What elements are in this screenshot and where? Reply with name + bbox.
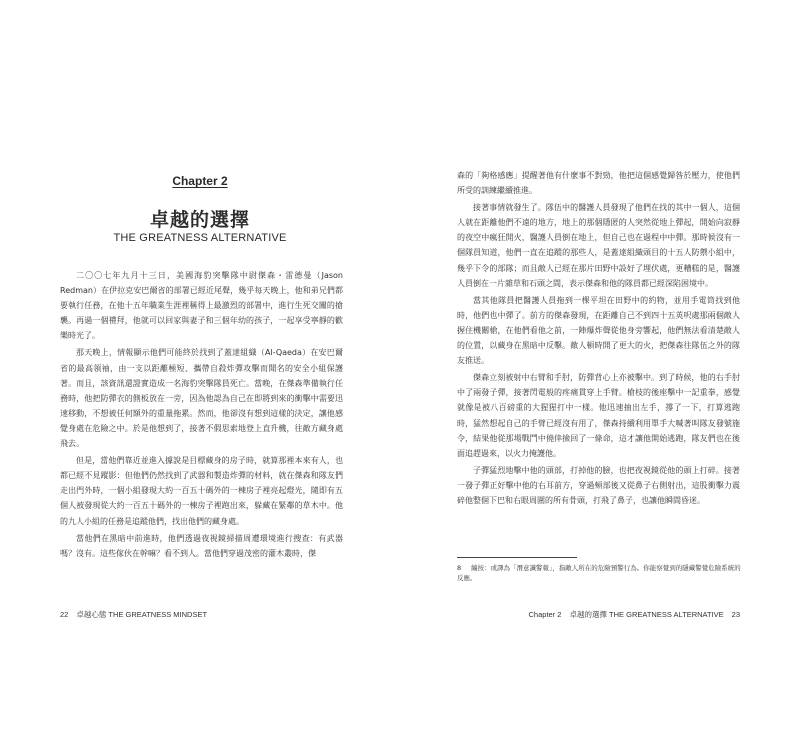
left-footer — [60, 609, 207, 620]
paragraph: 當其他隊員把醫護人員拖到一棵平坦在田野中的約物，並用手電筒找到他時，他們也中彈了。前方的傑森發現，在距離自己不到四十五英呎處那兩個敵人握住機關槍，在他們看他之前，一陣爆炸聲從他身旁響起，他們無法看清楚敵人的位置，以藏身在黑暗中反擊。敵人頓時開了更大的火，把傑森往隊伍之外的隊友推送。 — [457, 295, 740, 366]
running-head: 卓越心態 THE GREATNESS MINDSET — [76, 610, 208, 619]
paragraph: 當他們在黑暗中前進時，他們透過夜視鏡掃描周遭環境進行搜查：有武器嗎？沒有。這些傢伙在幹嘛？看不到人。當他們穿過茂密的灌木叢時，傑 — [60, 533, 343, 558]
chapter-title-english: THE GREATNESS ALTERNATIVE — [113, 232, 287, 244]
paragraph: 傑森立刻被射中右臂和手肘，防彈背心上亦被擊中。到了時候，他的右手肘中了兩發子彈，接著閃電般的疼痛貫穿上手臂。槍枝的後座擊中一記重拳，感覺就像是被八百磅重的大猩猩打中一樣。他迅速抽出左手，撐了一下，打算逃跑時，猛然想起自己的手臂已經沒有用了，傑森持續利用單手大喊著叫隊友發號施令，結果他從那場戰鬥中僥倖撿回了一條命，這才讓他開始逃跑，隊友們也在後面追趕過來，以火力掩護他。 — [457, 373, 740, 458]
chapter-label: Chapter 2 — [172, 174, 228, 188]
paragraph: 但是，當他們靠近並進入據說是目標藏身的房子時，就算那裡本來有人，也都已經不見蹤影：但他們仍然找到了武器和製造炸彈的材料，就在傑森和隊友們走出門外時，一個小組發現大約一百五十碼外的一棟房子裡亮起燈光，隨即有五個人被發現從大約一百五十碼外的一棟房子裡跑出來，躲藏在緊鄰的草木中。他的九人小組的任務是追蹤他們，找出他們的藏身處。 — [60, 456, 343, 526]
footnote-text: 編按：或譯為「潛意識警報」，指敵人所在的危險預警行為。你能察覺到的隱藏警覺危險系統的反應。 — [457, 564, 741, 582]
paragraph: 二〇〇七年九月十三日，美國海豹突擊隊中尉傑森・雷德曼（Jason Redman）在伊拉克安巴爾省的部署已經近尾聲，幾乎每天晚上，他和弟兄們都要執行任務，在他十五年職業生涯裡稱得上最激烈的部署中，進行生死交關的搶襲。再過一個禮拜，他就可以回家與妻子和三個年幼的孩子，一起享受寧靜的歡樂時光了。 — [60, 271, 343, 341]
footnote-number: 8 — [457, 564, 462, 572]
paragraph: 接著事情就發生了。隊伍中的醫護人員發現了他們在找的其中一個人，這個人就在距離他們不遠的地方，地上的那個隱匿的人突然從地上彈起，開始向寂靜的夜空中瘋狂開火，醫護人員倒在地上，但自己也在過程中中彈。那時候沒有一個隊員知道，他們一直在追蹤的那些人，是蓋達組織頭目的十五人防禦小組中，幾乎下令的部隊；而且敵人已經在那片田野中設好了埋伏處，更糟糕的是，醫護人員倒在一片雜草和石頭之間，表示傑森和他的隊員都已經深陷困境中。 — [457, 203, 740, 288]
left-body-text — [60, 268, 343, 561]
page-number: 23 — [731, 610, 740, 619]
paragraph: 子彈猛烈地擊中他的頭部，打掉他的臉，也把夜視鏡從他的頭上打碎。接著一發子彈正好擊中他的右耳前方，穿過頰部後又從鼻子右側射出，這股衝擊力震碎他整個下巴和右眼周圍的所有骨頭，打飛了鼻子，也讓他瞬間昏迷。 — [457, 465, 740, 505]
paragraph: 那天晚上，情報顯示他們可能終於找到了蓋達組織（Al-Qaeda）在安巴爾省的最高領袖，由一支以距離極短、攜帶自殺炸彈攻擊而聞名的安全小組保護著。而且，該資訊還證實造成一名海豹突擊隊員死亡。當晚，在傑森準備執行任務時，他把防彈衣的側板放在一旁，因為他認為自己在即將到來的衝擊中需要迅速移動，不想被任何額外的重量拖累。然而，他卻沒有想到這樣的決定，讓他感覺身處在危險之中。於是他想到了，接著不假思索地登上直升機，往敵方藏身處飛去。 — [60, 348, 343, 449]
paragraph: 森的「夠格感應」提醒著他有什麼事不對勁，他把這個感覺歸咎於壓力，使他們所受的訓練繼續推進。 — [457, 171, 740, 196]
footnote — [457, 563, 747, 583]
running-head: 卓越的選擇 THE GREATNESS ALTERNATIVE — [569, 610, 724, 619]
right-footer — [529, 609, 740, 620]
footnote-divider — [457, 557, 577, 558]
chapter-title-chinese: 卓越的選擇 — [149, 209, 250, 231]
running-head-chapter: Chapter 2 — [528, 610, 562, 619]
right-body-text — [457, 168, 740, 508]
page-number: 22 — [60, 610, 69, 619]
